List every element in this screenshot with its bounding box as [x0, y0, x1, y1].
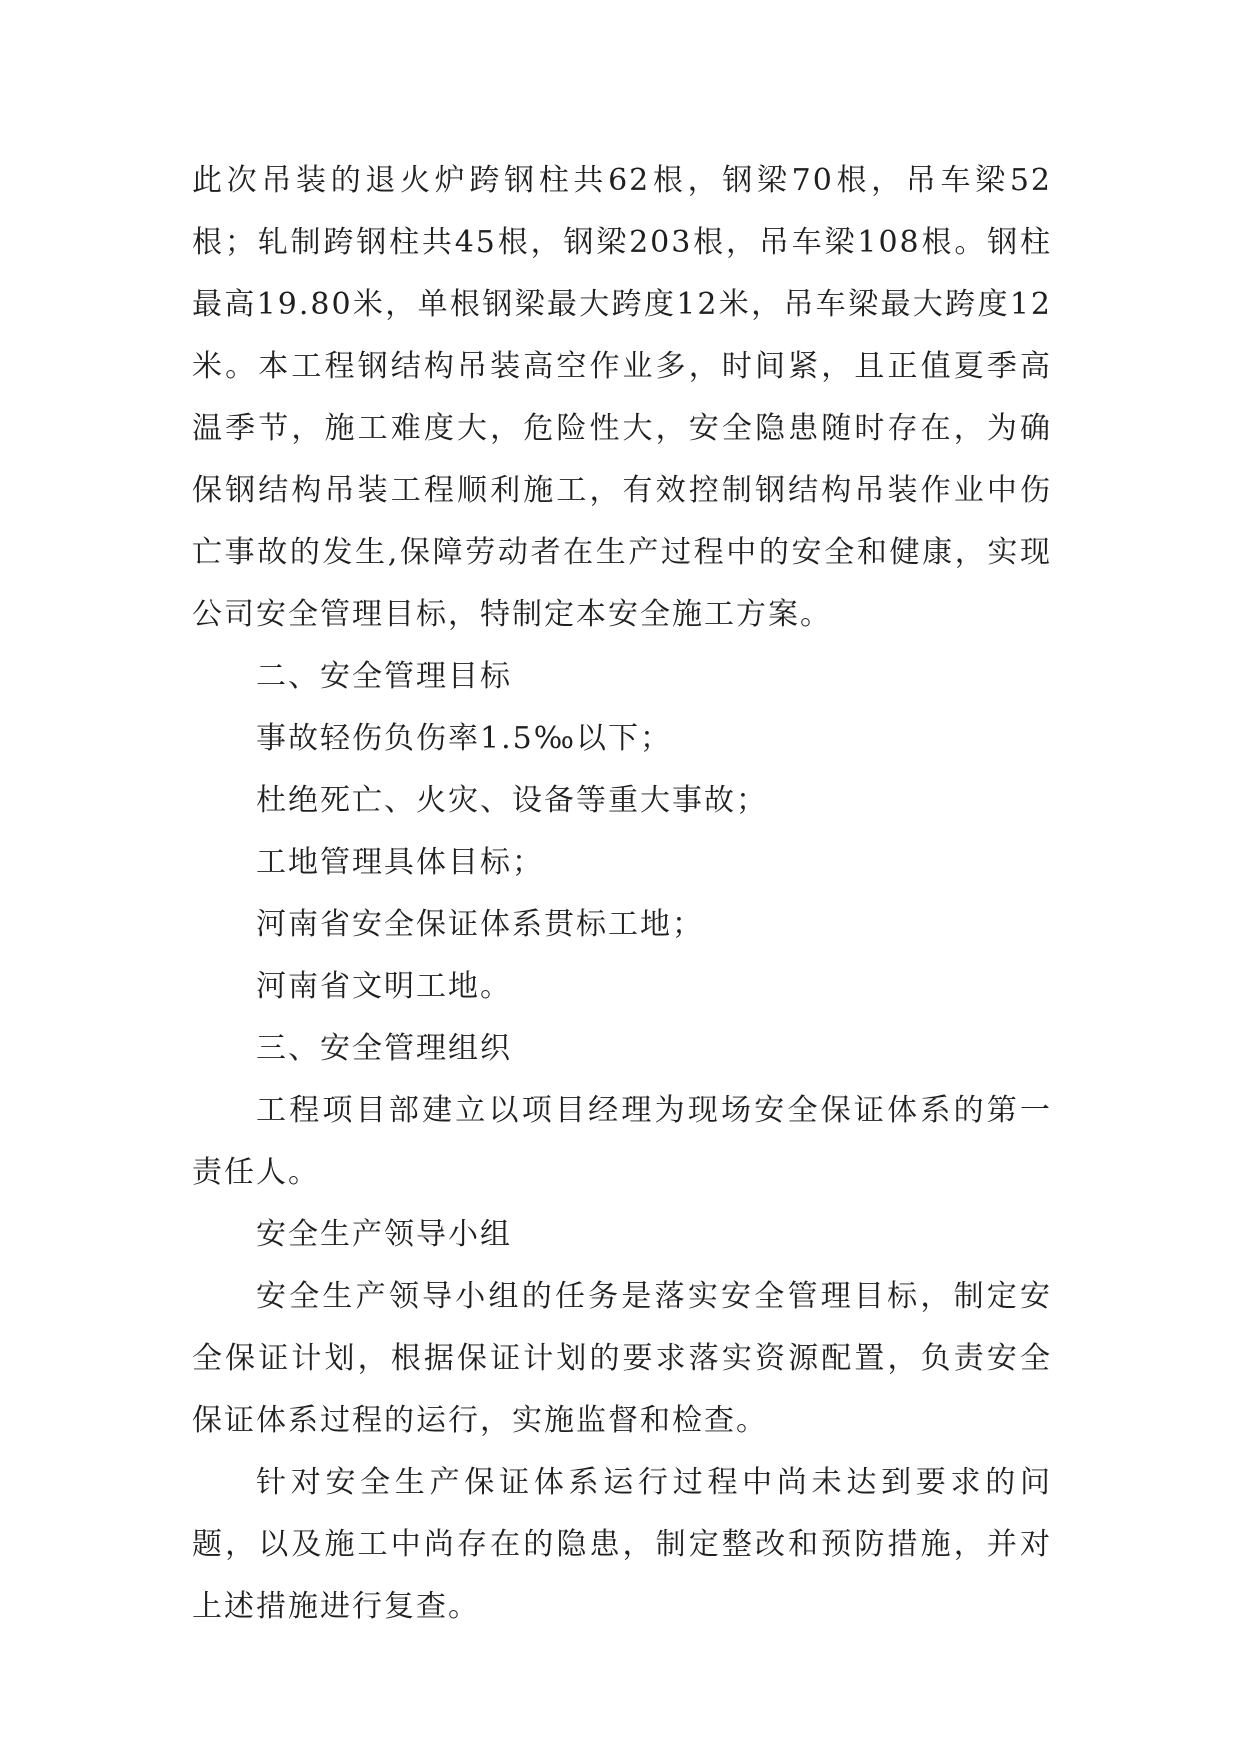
section-heading-safety-organization: 三、安全管理组织 [256, 1031, 512, 1066]
organization-paragraph: 工程项目部建立以项目经理为现场安全保证体系的第一责任人。 [192, 1093, 1052, 1190]
document-page [192, 150, 1052, 1638]
intro-paragraph: 此次吊装的退火炉跨钢柱共62根，钢梁70根，吊车梁52根；轧制跨钢柱共45根，钢梁203根，吊车梁108根。钢柱最高19.80米，单根钢梁最大跨度12米，吊车梁最大跨度12米。本工程钢结构吊装高空作业多，时间紧，且正值夏季高温季节，施工难度大，危险性大，安全隐患随时存在，为确保钢结构吊装工程顺利施工，有效控制钢结构吊装作业中伤亡事故的发生,保障劳动者在生产过程中的安全和健康，实现公司安全管理目标，特制定本安全施工方案。 [192, 163, 1052, 632]
leadership-group-paragraph: 安全生产领导小组的任务是落实安全管理目标，制定安全保证计划，根据保证计划的要求落实资源配置，负责安全保证体系过程的运行，实施监督和检查。 [192, 1279, 1052, 1438]
goal-item-site-targets: 工地管理具体目标； [256, 845, 544, 880]
goal-item-no-major-accidents: 杜绝死亡、火灾、设备等重大事故； [256, 783, 768, 818]
corrective-measures-paragraph: 针对安全生产保证体系运行过程中尚未达到要求的问题，以及施工中尚存在的隐患，制定整改和预防措施，并对上述措施进行复查。 [192, 1465, 1052, 1624]
goal-item-standard-site: 河南省安全保证体系贯标工地； [256, 907, 704, 942]
goal-item-civilized-site: 河南省文明工地。 [256, 969, 512, 1004]
subheading-leadership-group: 安全生产领导小组 [256, 1217, 512, 1252]
goal-item-injury-rate: 事故轻伤负伤率1.5‰以下； [256, 721, 672, 756]
section-heading-safety-goals: 二、安全管理目标 [256, 659, 512, 694]
